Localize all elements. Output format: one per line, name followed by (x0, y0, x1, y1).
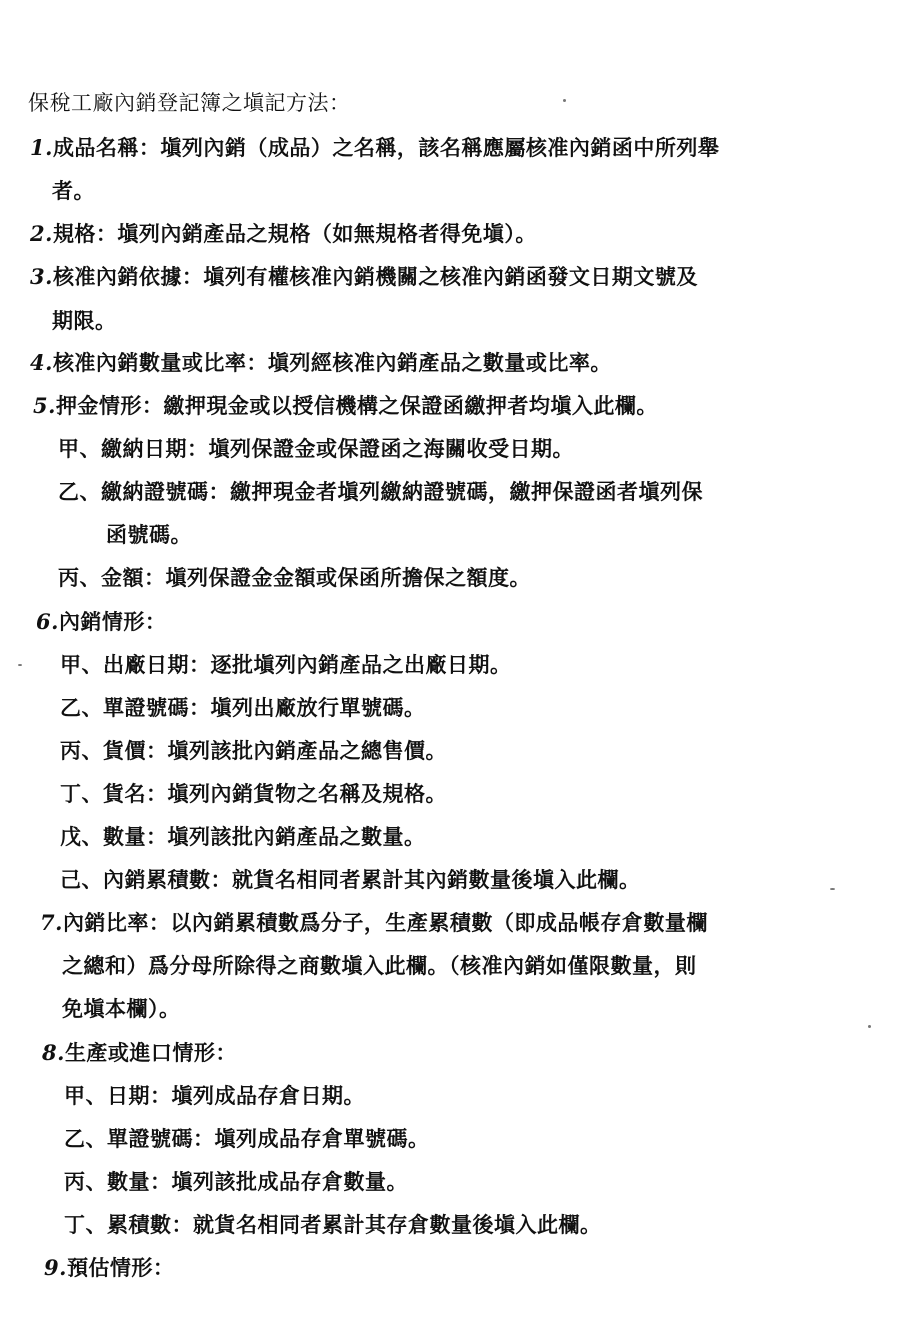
document-title: 保稅工廠內銷登記簿之塡記方法： (28, 91, 351, 115)
item-5-sub-b-line-1: 乙、繳納證號碼：繳押現金者塡列繳納證號碼，繳押保證函者塡列保 (58, 480, 703, 504)
item-7-line-3: 免塡本欄）。 (62, 997, 181, 1021)
item-8-sub-a: 甲、日期：塡列成品存倉日期。 (64, 1084, 365, 1108)
item-8 (42, 1040, 237, 1066)
item-number: 6. (36, 609, 59, 634)
item-5-sub-a: 甲、繳納日期：塡列保證金或保證函之海關收受日期。 (58, 437, 574, 461)
item-number: 3. (30, 264, 53, 289)
item-9 (44, 1255, 174, 1281)
item-5-sub-b-line-2: 函號碼。 (106, 523, 192, 547)
item-6 (36, 609, 166, 635)
item-2 (30, 221, 537, 247)
item-number: 5. (33, 393, 56, 418)
item-7-line-2: 之總和）爲分母所除得之商數塡入此欄。（核准內銷如僅限數量，則 (62, 954, 697, 978)
item-text: 預估情形： (66, 1256, 175, 1280)
item-number: 8. (42, 1040, 65, 1065)
item-4 (30, 350, 612, 376)
item-text: 核准內銷數量或比率：塡列經核准內銷產品之數量或比率。 (52, 351, 612, 375)
item-6-sub-d: 丁、貨名：塡列內銷貨物之名稱及規格。 (60, 782, 447, 806)
item-text: 規格：塡列內銷產品之規格（如無規格者得免塡）。 (52, 222, 537, 246)
item-6-sub-b: 乙、單證號碼：塡列出廠放行單號碼。 (60, 696, 426, 720)
item-8-sub-c: 丙、數量：塡列該批成品存倉數量。 (64, 1170, 408, 1194)
item-number: 4. (30, 350, 53, 375)
scan-speck (868, 1025, 871, 1028)
item-1-line-1 (30, 135, 719, 161)
item-number: 7. (40, 910, 63, 935)
item-6-sub-f: 己、內銷累積數：就貨名相同者累計其內銷數量後塡入此欄。 (60, 868, 641, 892)
scan-speck (18, 664, 22, 666)
item-5 (33, 393, 658, 419)
item-3-line-1 (30, 264, 698, 290)
item-8-sub-d: 丁、累積數：就貨名相同者累計其存倉數量後塡入此欄。 (64, 1213, 602, 1237)
item-text: 內銷比率：以內銷累積數爲分子，生產累積數（即成品帳存倉數量欄 (62, 911, 708, 935)
scan-speck (830, 888, 835, 890)
item-1-line-2: 者。 (52, 179, 95, 203)
item-7-line-1 (40, 910, 708, 936)
item-6-sub-e: 戊、數量：塡列該批內銷產品之數量。 (60, 825, 426, 849)
item-text: 押金情形：繳押現金或以授信機構之保證函繳押者均塡入此欄。 (55, 394, 658, 418)
scan-speck (563, 99, 566, 102)
item-number: 1. (30, 135, 53, 160)
item-number: 2. (30, 221, 53, 246)
item-3-line-2: 期限。 (52, 309, 117, 333)
item-6-sub-a: 甲、出廠日期：逐批塡列內銷產品之出廠日期。 (60, 653, 512, 677)
item-6-sub-c: 丙、貨價：塡列該批內銷產品之總售價。 (60, 739, 447, 763)
item-text: 生產或進口情形： (64, 1041, 237, 1065)
item-text: 核准內銷依據：塡列有權核准內銷機關之核准內銷函發文日期文號及 (52, 265, 698, 289)
item-number: 9. (44, 1255, 67, 1280)
item-text: 內銷情形： (58, 610, 167, 634)
item-5-sub-c: 丙、金額：塡列保證金金額或保函所擔保之額度。 (58, 566, 531, 590)
item-8-sub-b: 乙、單證號碼：塡列成品存倉單號碼。 (64, 1127, 430, 1151)
item-text: 成品名稱：塡列內銷（成品）之名稱，該名稱應屬核准內銷函中所列舉 (52, 136, 720, 160)
